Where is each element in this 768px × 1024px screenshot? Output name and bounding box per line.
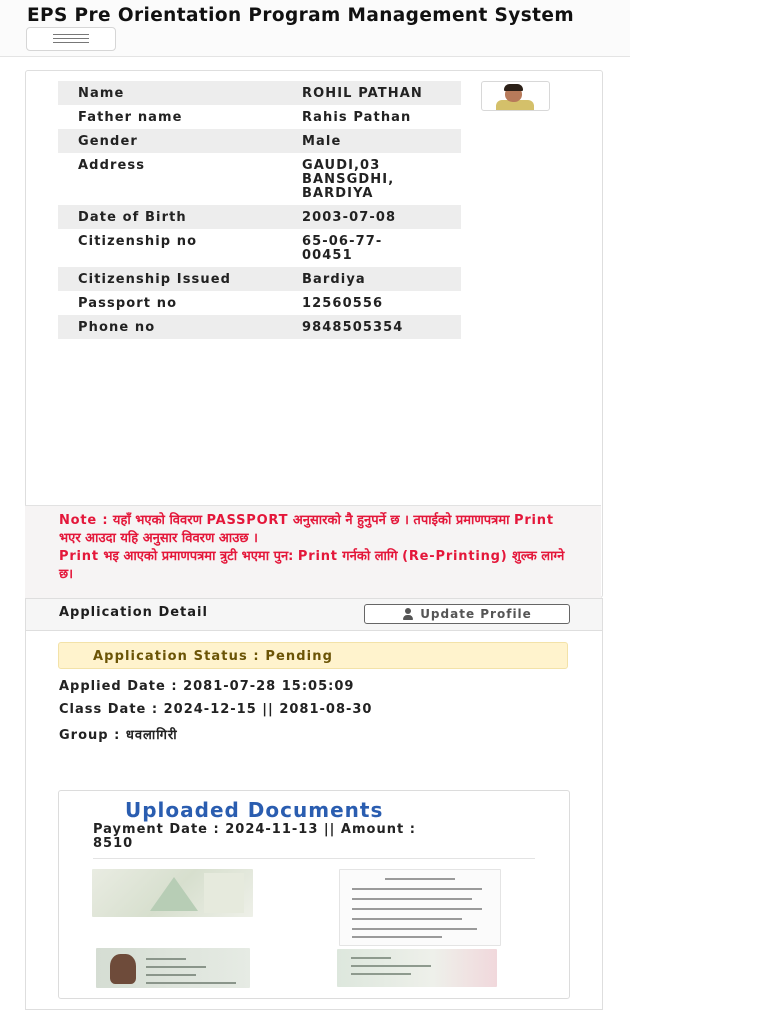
table-row	[58, 315, 461, 339]
table-row	[58, 205, 461, 229]
documents-title: Uploaded Documents	[125, 798, 384, 822]
application-title: Application Detail	[59, 605, 208, 620]
doc-line	[352, 928, 477, 930]
row-label: Citizenship Issued	[58, 267, 302, 291]
doc-line	[352, 908, 482, 910]
doc-line	[351, 973, 411, 975]
doc-line	[146, 966, 206, 968]
update-profile-label: Update Profile	[420, 607, 532, 621]
table-row	[58, 153, 461, 205]
hamburger-icon	[53, 38, 89, 39]
note-text	[59, 512, 579, 584]
row-value: 65-06-77-00451	[302, 234, 383, 263]
passport-photo	[110, 954, 136, 984]
row-label: Date of Birth	[58, 205, 302, 229]
table-row	[58, 291, 461, 315]
document-thumbnail[interactable]	[337, 949, 497, 987]
table-row	[58, 81, 461, 105]
row-label: Citizenship no	[78, 234, 198, 249]
doc-line	[352, 918, 462, 920]
user-icon	[402, 608, 414, 620]
note-box	[25, 505, 601, 600]
document-thumbnail[interactable]	[92, 869, 253, 917]
doc-line	[352, 888, 482, 890]
applied-date: Applied Date : 2081-07-28 15:05:09	[59, 679, 355, 694]
row-value: Male	[302, 129, 461, 153]
photo-hair	[504, 84, 523, 91]
doc-line	[351, 957, 391, 959]
note-passport: PASSPORT	[206, 513, 289, 528]
note-part: यहाँ भएको विवरण	[108, 513, 207, 528]
menu-toggle-button[interactable]	[26, 27, 116, 51]
document-thumbnail[interactable]	[96, 948, 250, 988]
application-header	[25, 598, 603, 631]
note-reprinting: (Re-Printing)	[402, 549, 508, 564]
doc-line	[146, 958, 186, 960]
doc-line	[385, 878, 455, 880]
row-value: 12560556	[302, 296, 384, 311]
doc-line	[352, 936, 442, 938]
note-print: Print	[59, 549, 99, 564]
doc-line	[352, 898, 472, 900]
status-badge: Application Status : Pending	[58, 642, 568, 669]
class-date: Class Date : 2024-12-15 || 2081-08-30	[59, 702, 373, 717]
note-part: भएर आउदा यहि अनुसार विवरण आउछ ।	[59, 531, 258, 546]
profile-photo	[481, 81, 550, 111]
note-part: शुल्क लाग्ने छ।	[59, 549, 565, 582]
note-label: Note :	[59, 513, 109, 528]
row-label: Address	[78, 158, 146, 173]
table-row	[58, 105, 461, 129]
top-navbar	[0, 0, 630, 57]
row-value: GAUDI,03 BANSGDHI, BARDIYA	[302, 158, 395, 201]
note-print: Print	[514, 513, 554, 528]
row-value: ROHIL PATHAN	[302, 81, 461, 105]
app-title[interactable]: EPS Pre Orientation Program Management System	[27, 5, 575, 26]
note-print: Print	[297, 549, 338, 564]
row-value: 9848505354	[302, 315, 461, 339]
uploaded-documents-card	[58, 790, 570, 999]
payment-info: Payment Date : 2024-11-13 || Amount : 8510	[93, 822, 416, 851]
table-row	[58, 129, 461, 153]
row-label: Name	[58, 81, 302, 105]
row-value: Rahis Pathan	[302, 110, 412, 125]
doc-line	[146, 982, 236, 984]
hamburger-icon	[53, 42, 89, 43]
note-part: भइ आएको प्रमाणपत्रमा त्रुटी भएमा पुन:	[98, 549, 298, 564]
row-label: Passport no	[78, 296, 178, 311]
row-value: Bardiya	[302, 267, 461, 291]
row-value: 2003-07-08	[302, 205, 461, 229]
row-label: Phone no	[58, 315, 302, 339]
divider	[93, 858, 535, 859]
document-logo-mark	[150, 877, 198, 911]
doc-line	[146, 974, 196, 976]
update-profile-button[interactable]	[364, 604, 570, 624]
note-part: गर्नको लागि	[337, 549, 403, 564]
group-label: Group : धवलागिरी	[59, 728, 178, 743]
row-label: Gender	[58, 129, 302, 153]
document-thumbnail[interactable]	[339, 869, 501, 946]
table-row	[58, 229, 461, 267]
table-row	[58, 267, 461, 291]
row-label: Father name	[78, 110, 183, 125]
document-strip	[204, 873, 244, 913]
hamburger-icon	[53, 34, 89, 35]
note-part: अनुसारको नै हुनुपर्ने छ । तपाईको प्रमाणपत्रमा	[288, 513, 515, 528]
profile-table	[58, 81, 461, 339]
doc-line	[351, 965, 431, 967]
